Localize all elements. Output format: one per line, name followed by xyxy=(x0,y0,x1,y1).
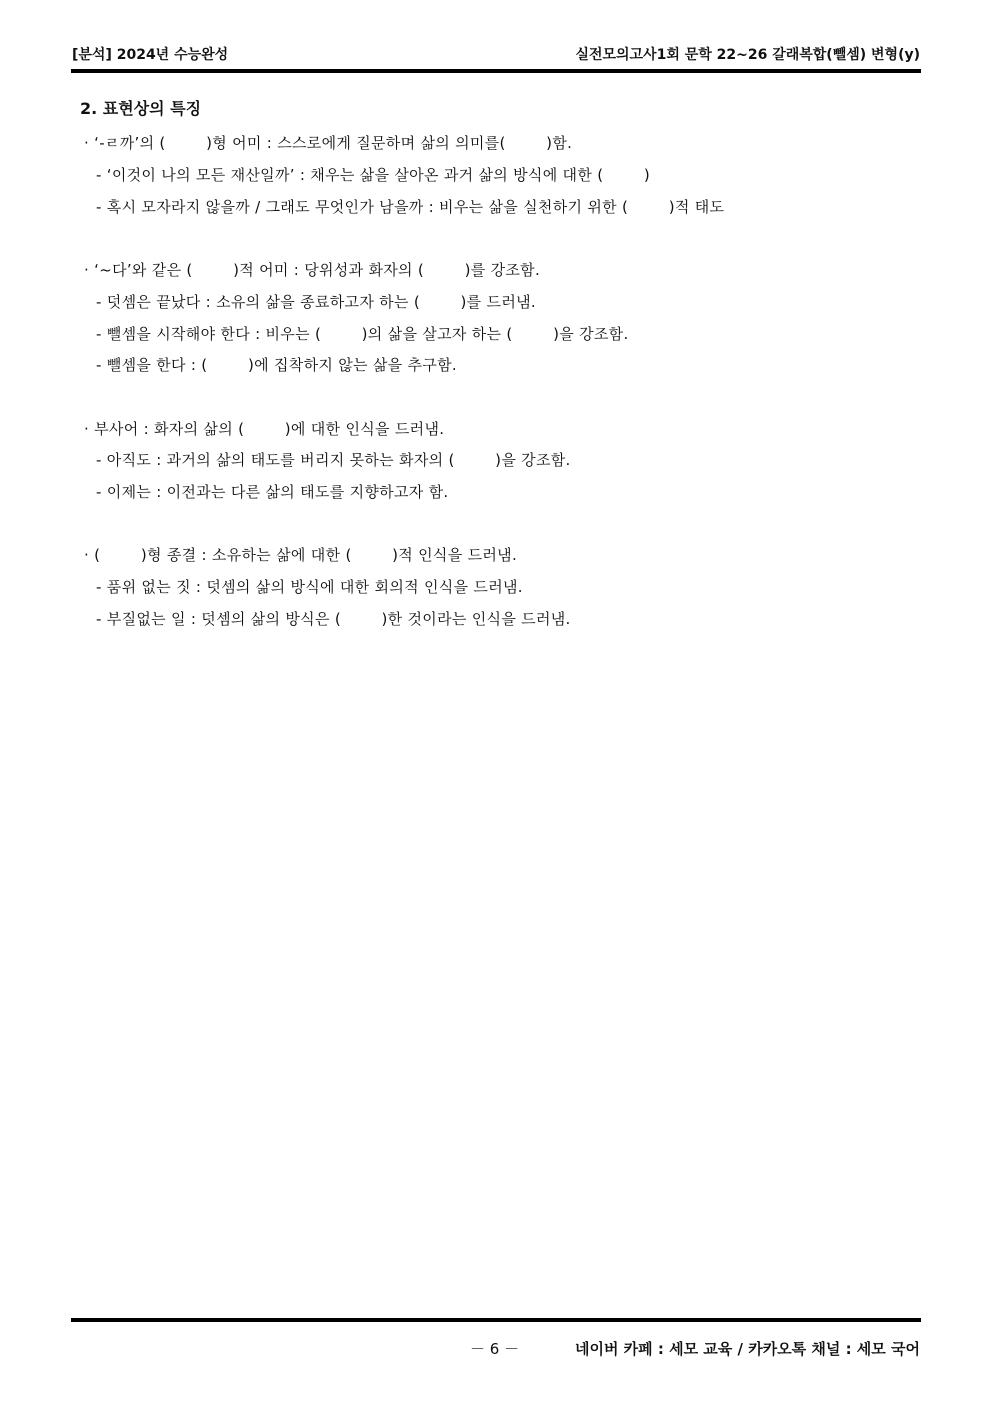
footer-channel-info: 네이버 카페 : 세모 교육 / 카카오톡 채널 : 세모 국어 xyxy=(574,1340,920,1358)
sub-item-1: - ‘이것이 나의 모든 재산일까’ : 채우는 삶을 살아온 과거 삶의 방식에 대한 ( ) xyxy=(96,166,651,184)
bullet-item-ending-form: · ( )형 종결 : 소유하는 삶에 대한 ( )적 인식을 드러냄. xyxy=(84,546,518,564)
sub-item-7: - 이제는 : 이전과는 다른 삶의 태도를 지향하고자 함. xyxy=(96,483,449,501)
footer-divider xyxy=(71,1318,921,1322)
sub-item-6: - 아직도 : 과거의 삶의 태도를 버리지 못하는 화자의 ( )을 강조함. xyxy=(96,451,571,469)
sub-item-8: - 품위 없는 짓 : 덧셈의 삶의 방식에 대한 회의적 인식을 드러냄. xyxy=(96,578,523,596)
bullet-item-declarative-ending: · ‘~다’와 같은 ( )적 어미 : 당위성과 화자의 ( )를 강조함. xyxy=(84,261,541,279)
sub-item-9: - 부질없는 일 : 덧셈의 삶의 방식은 ( )한 것이라는 인식을 드러냄. xyxy=(96,610,571,628)
header-title-left: [분석] 2024년 수능완성 xyxy=(72,47,229,63)
sub-item-2: - 혹시 모자라지 않을까 / 그래도 무엇인가 남을까 : 비우는 삶을 실천하기 위한 ( )적 태도 xyxy=(96,198,725,216)
sub-item-4: - 뺄셈을 시작해야 한다 : 비우는 ( )의 삶을 살고자 하는 ( )을 강조함. xyxy=(96,325,629,343)
header-divider xyxy=(71,69,921,73)
section-title: 2. 표현상의 특징 xyxy=(80,99,202,118)
page-number: － 6 － xyxy=(470,1340,520,1358)
sub-item-3: - 덧셈은 끝났다 : 소유의 삶을 종료하고자 하는 ( )를 드러냄. xyxy=(96,293,536,311)
bullet-item-adverb: · 부사어 : 화자의 삶의 ( )에 대한 인식을 드러냄. xyxy=(84,420,445,438)
header-title-right: 실전모의고사1회 문학 22~26 갈래복합(뺄셈) 변형(y) xyxy=(575,47,920,63)
sub-item-5: - 뺄셈을 한다 : ( )에 집착하지 않는 삶을 추구함. xyxy=(96,356,457,374)
bullet-item-question-ending: · ‘-ㄹ까’의 ( )형 어미 : 스스로에게 질문하며 삶의 의미를( )함. xyxy=(84,134,573,152)
